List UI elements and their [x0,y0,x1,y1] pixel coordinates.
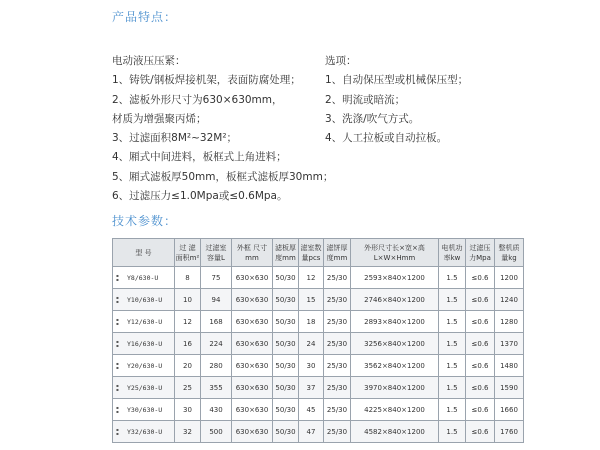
model-mark-icon: ▪ ▪ [116,316,119,326]
model-cell [113,333,175,355]
cell-cake: 25/30 [324,377,351,399]
cell-plate: 50/30 [273,267,299,289]
table-row [113,289,524,311]
cell-area: 10 [175,289,201,311]
cell-dims: 4225×840×1200 [351,399,439,421]
cell-cake: 25/30 [324,267,351,289]
table-row [113,267,524,289]
cell-plate: 50/30 [273,355,299,377]
features-line: 6、过滤压力≤1.0Mpa或≤0.6Mpa。 [112,190,288,203]
cell-chambers: 24 [299,333,324,355]
model-cell [113,311,175,333]
model-name: Y25/630-U [127,383,163,392]
cell-power: 1.5 [439,267,466,289]
cell-plate: 50/30 [273,289,299,311]
cell-frame: 630×630 [232,399,273,421]
table-row [113,377,524,399]
cell-power: 1.5 [439,289,466,311]
cell-mass: 1590 [495,377,524,399]
model-mark-icon: ▪ ▪ [116,382,119,392]
col-header: 滤饼厚 度mm [324,239,351,267]
cell-power: 1.5 [439,421,466,443]
model-name: Y30/630-U [127,405,163,414]
cell-cake: 25/30 [324,333,351,355]
col-header: 滤室数 量pcs [299,239,324,267]
cell-chambers: 30 [299,355,324,377]
cell-plate: 50/30 [273,311,299,333]
cell-area: 16 [175,333,201,355]
cell-power: 1.5 [439,399,466,421]
model-cell [113,421,175,443]
options-line: 1、自动保压型或机械保压型； [325,74,469,87]
cell-frame: 630×630 [232,311,273,333]
cell-area: 20 [175,355,201,377]
table-row [113,333,524,355]
model-cell [113,355,175,377]
options-line: 选项： [325,55,357,67]
cell-area: 12 [175,311,201,333]
cell-dims: 2746×840×1200 [351,289,439,311]
model-name: Y32/630-U [127,427,163,436]
features-heading: 产品特点： [112,10,178,24]
cell-pressure: ≤0.6 [466,377,495,399]
cell-volume: 168 [201,311,232,333]
cell-volume: 430 [201,399,232,421]
cell-dims: 3256×840×1200 [351,333,439,355]
cell-area: 32 [175,421,201,443]
features-line: 3、过滤面积8M²~32M²； [112,132,238,145]
cell-plate: 50/30 [273,377,299,399]
model-mark-icon: ▪ ▪ [116,426,119,436]
cell-cake: 25/30 [324,355,351,377]
cell-frame: 630×630 [232,355,273,377]
cell-volume: 224 [201,333,232,355]
options-list [325,52,525,148]
col-header: 过滤压 力Mpa [466,239,495,267]
features-line: 材质为增强聚丙烯； [112,112,207,125]
table-row [113,311,524,333]
model-mark-icon: ▪ ▪ [116,272,119,282]
cell-power: 1.5 [439,311,466,333]
model-cell [113,289,175,311]
cell-plate: 50/30 [273,421,299,443]
cell-volume: 280 [201,355,232,377]
cell-mass: 1240 [495,289,524,311]
model-cell [113,377,175,399]
col-header: 型 号 [113,239,175,267]
cell-chambers: 15 [299,289,324,311]
cell-dims: 4582×840×1200 [351,421,439,443]
cell-mass: 1370 [495,333,524,355]
cell-chambers: 45 [299,399,324,421]
model-name: Y12/630-U [127,317,163,326]
cell-pressure: ≤0.6 [466,267,495,289]
cell-volume: 75 [201,267,232,289]
cell-chambers: 47 [299,421,324,443]
cell-power: 1.5 [439,377,466,399]
cell-cake: 25/30 [324,399,351,421]
table-row [113,355,524,377]
cell-mass: 1660 [495,399,524,421]
col-header: 外框 尺寸mm [232,239,273,267]
model-name: Y20/630-U [127,361,163,370]
cell-frame: 630×630 [232,289,273,311]
table-row [113,421,524,443]
features-line: 1、铸铁/钢板焊接机架，表面防腐处理； [112,74,301,87]
cell-area: 30 [175,399,201,421]
col-header: 滤板厚 度mm [273,239,299,267]
cell-cake: 25/30 [324,311,351,333]
model-mark-icon: ▪ ▪ [116,294,119,304]
cell-frame: 630×630 [232,377,273,399]
col-header: 过 滤 面积m² [175,239,201,267]
table-row [113,399,524,421]
cell-pressure: ≤0.6 [466,355,495,377]
cell-cake: 25/30 [324,289,351,311]
cell-pressure: ≤0.6 [466,311,495,333]
cell-dims: 3562×840×1200 [351,355,439,377]
cell-dims: 2893×840×1200 [351,311,439,333]
model-mark-icon: ▪ ▪ [116,404,119,414]
col-header: 过滤室 容量L [201,239,232,267]
cell-volume: 94 [201,289,232,311]
cell-mass: 1200 [495,267,524,289]
col-header: 外形尺寸长×宽×高 L×W×Hmm [351,239,439,267]
cell-mass: 1760 [495,421,524,443]
cell-frame: 630×630 [232,267,273,289]
cell-power: 1.5 [439,355,466,377]
model-mark-icon: ▪ ▪ [116,360,119,370]
cell-pressure: ≤0.6 [466,333,495,355]
cell-pressure: ≤0.6 [466,421,495,443]
cell-mass: 1280 [495,311,524,333]
features-line: 4、厢式中间进料，板框式上角进料； [112,151,287,164]
cell-dims: 3970×840×1200 [351,377,439,399]
model-mark-icon: ▪ ▪ [116,338,119,348]
params-heading: 技术参数： [112,214,178,228]
cell-chambers: 12 [299,267,324,289]
model-cell [113,399,175,421]
cell-plate: 50/30 [273,399,299,421]
features-line: 电动液压压紧： [112,55,186,67]
cell-frame: 630×630 [232,421,273,443]
table-header-row [113,239,524,267]
features-line: 2、滤板外形尺寸为630×630mm， [112,93,283,106]
cell-pressure: ≤0.6 [466,289,495,311]
cell-cake: 25/30 [324,421,351,443]
model-cell [113,267,175,289]
col-header: 整机质 量kg [495,239,524,267]
spec-table [112,238,524,443]
options-line: 3、洗涤/吹气方式。 [325,112,420,125]
cell-chambers: 18 [299,311,324,333]
cell-dims: 2593×840×1200 [351,267,439,289]
model-name: Y10/630-U [127,295,163,304]
features-list [112,52,334,206]
cell-chambers: 37 [299,377,324,399]
model-name: Y16/630-U [127,339,163,348]
features-line: 5、厢式滤板厚50mm，板框式滤板厚30mm； [112,170,334,183]
cell-area: 25 [175,377,201,399]
options-line: 2、明流或暗流； [325,93,406,106]
cell-pressure: ≤0.6 [466,399,495,421]
cell-frame: 630×630 [232,333,273,355]
cell-volume: 500 [201,421,232,443]
cell-power: 1.5 [439,333,466,355]
col-header: 电机功 率kw [439,239,466,267]
cell-mass: 1480 [495,355,524,377]
model-name: Y8/630-U [127,273,159,282]
cell-volume: 355 [201,377,232,399]
cell-area: 8 [175,267,201,289]
options-line: 4、人工拉板或自动拉板。 [325,132,448,145]
cell-plate: 50/30 [273,333,299,355]
